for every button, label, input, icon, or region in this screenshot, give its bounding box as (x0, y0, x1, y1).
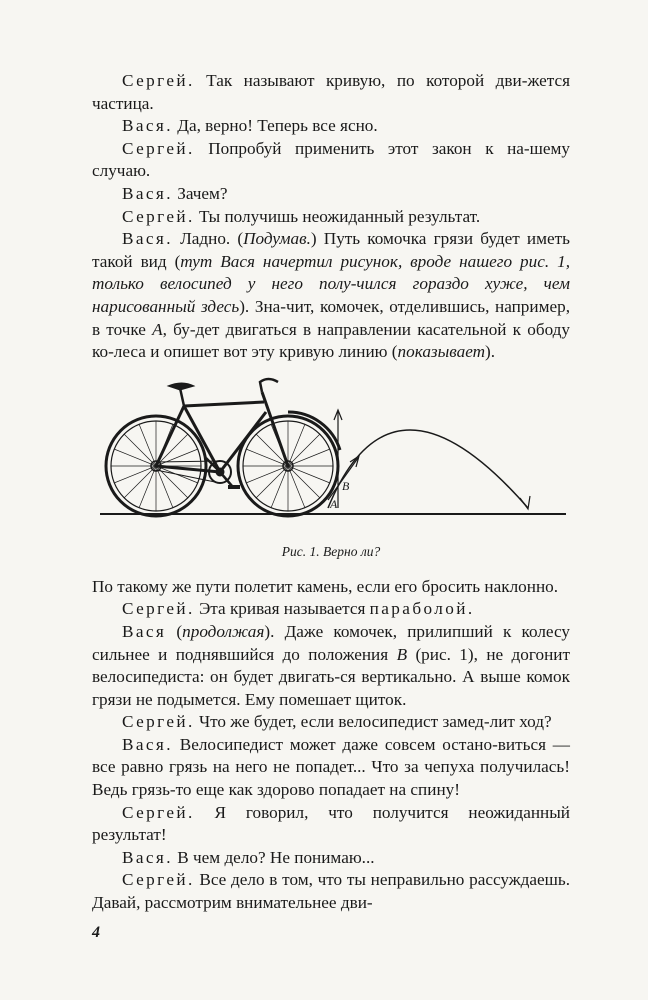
speaker-vasya: Вася (122, 621, 167, 641)
paragraph-13 (92, 847, 570, 870)
text-run: ( (166, 621, 183, 641)
italic-run: А (152, 319, 163, 339)
speaker-vasya: Вася. (122, 847, 173, 867)
text-run: , бу-дет двигаться в направлении касательной к ободу ко-леса и опишет вот эту кривую линию ( (92, 319, 571, 362)
bike-frame (156, 392, 288, 472)
speaker-vasya: Вася. (122, 183, 173, 203)
pedal (228, 485, 240, 489)
figure-caption: Рис. 1. Верно ли? (281, 543, 381, 559)
text-run: . (467, 599, 473, 619)
paragraph-text: Что же будет, если велосипедист замед-лит ход? (194, 712, 552, 732)
italic-run: показывает (397, 342, 486, 362)
speaker-vasya: Вася. (122, 734, 173, 754)
speaker-sergey: Сергей. (122, 71, 195, 90)
paragraph-text: Зачем? (172, 183, 228, 203)
paragraph-8 (92, 598, 570, 621)
speaker-sergey: Сергей. (122, 802, 195, 822)
paragraph-5 (92, 206, 570, 229)
text-run: Эта кривая называется (194, 599, 370, 619)
speaker-sergey: Сергей. (122, 599, 195, 619)
speaker-sergey: Сергей. (122, 138, 195, 158)
parabola-curve (328, 430, 528, 508)
speaker-vasya: Вася. (122, 229, 173, 249)
paragraph-9 (92, 621, 570, 711)
paragraph-text: Все дело в том, что ты неправильно рассуждаешь. Давай, рассмотрим внимательнее дви- (92, 870, 570, 913)
italic-run: Подумав. (243, 229, 311, 249)
paragraph-6 (92, 228, 570, 364)
paragraph-text: Попробуй применить этот закон к на-шему случаю. (92, 138, 570, 181)
speaker-vasya: Вася. (122, 116, 173, 136)
speaker-sergey: Сергей. (122, 712, 195, 732)
paragraph-12 (92, 802, 570, 847)
paragraph-10 (92, 711, 570, 734)
figure-bicycle (92, 372, 570, 544)
text-run: Ладно. ( (172, 229, 244, 249)
speaker-sergey: Сергей. (122, 870, 195, 890)
text-run: ). Зна-чит, комочек, отделившись, например, в точке (92, 296, 570, 339)
italic-run: тут Вася начертил рисунок, вроде нашего рис. 1, только велосипед у него полу-чился гораздо хуже, чем нарисованный здесь (92, 251, 570, 316)
bicycle-illustration (92, 372, 570, 544)
text-run: ) Путь комочка грязи будет иметь такой вид ( (92, 229, 570, 271)
page-body (92, 70, 570, 915)
saddle (168, 383, 194, 390)
paragraph-text: В чем дело? Не понимаю... (172, 847, 375, 867)
text-run: (рис. 1), не догонит велосипедиста: он будет двигать-ся вертикально. А выше комок грязи не подымется. Ему помешает щиток. (92, 644, 571, 709)
text-run: ). Даже комочек, прилипший к колесу сильнее и поднявшийся до положения (92, 621, 570, 664)
label-a: А (330, 496, 338, 511)
paragraph-4 (92, 183, 570, 206)
paragraph-7 (92, 576, 570, 599)
paragraph-text: Да, верно! Теперь все ясно. (172, 116, 378, 136)
paragraph-2 (92, 115, 570, 138)
italic-run: В (396, 644, 408, 664)
italic-run: продолжая (182, 621, 265, 641)
text-run: ). (485, 342, 496, 362)
paragraph-text: По такому же пути полетит камень, если его бросить наклонно. (92, 576, 559, 596)
paragraph-text: Так называют кривую, по которой дви-жется частица. (92, 71, 570, 113)
page-number: 4 (92, 924, 100, 941)
handlebar (260, 379, 278, 392)
paragraph-11 (92, 734, 570, 802)
paragraph-3 (92, 138, 570, 183)
paragraph-text: Велосипедист может даже совсем остано-виться — все равно грязь на него не попадет... Что за чепуха получилась! Ведь грязь-то еще как здорово попадает на спину! (92, 734, 570, 800)
speaker-sergey: Сергей. (122, 206, 195, 226)
paragraph-1 (92, 70, 570, 115)
paragraph-14 (92, 869, 570, 914)
spaced-term: параболой (369, 599, 468, 619)
paragraph-text: Ты получишь неожиданный результат. (194, 206, 481, 226)
label-b: В (342, 478, 350, 493)
paragraph-text: Я говорил, что получится неожиданный результат! (92, 802, 570, 845)
